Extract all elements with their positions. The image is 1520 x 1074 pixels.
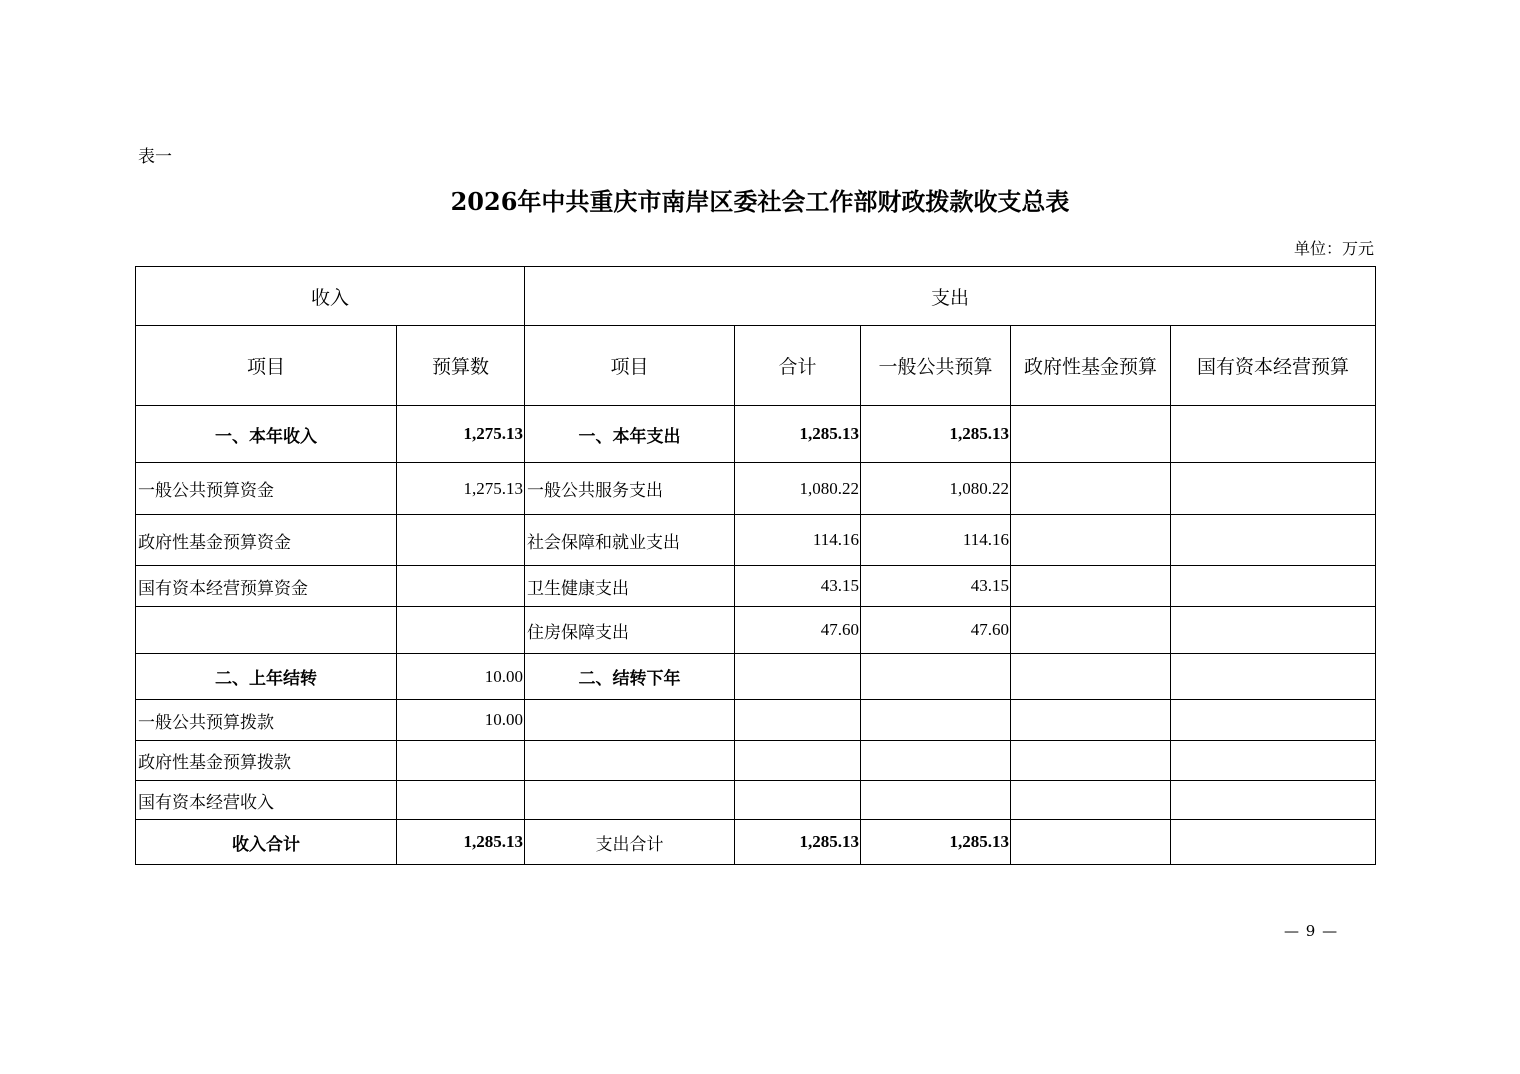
gov-fund-value: [1011, 820, 1171, 865]
expense-item: 卫生健康支出: [525, 566, 735, 607]
total-value: 1,080.22: [735, 463, 861, 515]
table-row: [136, 607, 1376, 654]
gov-fund-value: [1011, 463, 1171, 515]
col-gov-fund-budget: 政府性基金预算: [1011, 326, 1171, 406]
unit-label: 单位：万元: [1293, 239, 1374, 258]
gov-fund-value: [1011, 741, 1171, 781]
income-total-value: 1,285.13: [397, 820, 525, 865]
table-row: [136, 566, 1376, 607]
document-title: 2026年中共重庆市南岸区委社会工作部财政拨款收支总表: [450, 187, 1070, 216]
income-item: 国有资本经营收入: [136, 781, 397, 820]
gov-fund-value: [1011, 406, 1171, 463]
income-value: 1,275.13: [397, 463, 525, 515]
income-header: 收入: [136, 267, 525, 326]
general-value: 114.16: [861, 515, 1011, 566]
table-row: [136, 654, 1376, 700]
total-value: [735, 741, 861, 781]
income-value: [397, 781, 525, 820]
state-capital-value: [1171, 741, 1376, 781]
table-label: 表一: [138, 147, 172, 167]
table-row: [136, 781, 1376, 820]
income-item: 政府性基金预算拨款: [136, 741, 397, 781]
gov-fund-value: [1011, 781, 1171, 820]
income-item: 一般公共预算资金: [136, 463, 397, 515]
total-value: [735, 781, 861, 820]
expense-item: 一般公共服务支出: [525, 463, 735, 515]
table-row: [136, 463, 1376, 515]
income-item: 国有资本经营预算资金: [136, 566, 397, 607]
general-value: [861, 700, 1011, 741]
general-value: 47.60: [861, 607, 1011, 654]
expense-item: [525, 781, 735, 820]
state-capital-value: [1171, 607, 1376, 654]
state-capital-value: [1171, 654, 1376, 700]
total-value: [735, 700, 861, 741]
gov-fund-value: [1011, 700, 1171, 741]
income-item: 政府性基金预算资金: [136, 515, 397, 566]
income-value: [397, 741, 525, 781]
state-capital-value: [1171, 566, 1376, 607]
income-item: 一、本年收入: [136, 406, 397, 463]
gov-fund-value: [1011, 654, 1171, 700]
column-header-row: [136, 326, 1376, 406]
total-value: 114.16: [735, 515, 861, 566]
col-state-capital-budget: 国有资本经营预算: [1171, 326, 1376, 406]
col-income-item: 项目: [136, 326, 397, 406]
income-value: 1,275.13: [397, 406, 525, 463]
state-capital-value: [1171, 781, 1376, 820]
total-value: 43.15: [735, 566, 861, 607]
page-number: — 9 —: [1284, 922, 1339, 940]
income-total-label: 收入合计: [136, 820, 397, 865]
gov-fund-value: [1011, 515, 1171, 566]
expense-total-label: 支出合计: [525, 820, 735, 865]
table-row: [136, 741, 1376, 781]
general-value: 43.15: [861, 566, 1011, 607]
total-value: 1,285.13: [735, 820, 861, 865]
state-capital-value: [1171, 463, 1376, 515]
state-capital-value: [1171, 406, 1376, 463]
expense-item: 住房保障支出: [525, 607, 735, 654]
general-value: 1,285.13: [861, 406, 1011, 463]
general-value: [861, 654, 1011, 700]
expense-item: 二、结转下年: [525, 654, 735, 700]
general-value: 1,285.13: [861, 820, 1011, 865]
general-value: [861, 781, 1011, 820]
general-value: 1,080.22: [861, 463, 1011, 515]
state-capital-value: [1171, 700, 1376, 741]
gov-fund-value: [1011, 607, 1171, 654]
total-value: 1,285.13: [735, 406, 861, 463]
col-general-budget: 一般公共预算: [861, 326, 1011, 406]
income-value: 10.00: [397, 654, 525, 700]
income-value: 10.00: [397, 700, 525, 741]
general-value: [861, 741, 1011, 781]
col-total: 合计: [735, 326, 861, 406]
total-value: 47.60: [735, 607, 861, 654]
group-header-row: [136, 267, 1376, 326]
expense-item: 社会保障和就业支出: [525, 515, 735, 566]
totals-row: [136, 820, 1376, 865]
income-value: [397, 607, 525, 654]
table-row: [136, 406, 1376, 463]
expense-header: 支出: [525, 267, 1376, 326]
gov-fund-value: [1011, 566, 1171, 607]
col-income-budget: 预算数: [397, 326, 525, 406]
table-row: [136, 700, 1376, 741]
expense-item: [525, 741, 735, 781]
expense-item: 一、本年支出: [525, 406, 735, 463]
income-item: 一般公共预算拨款: [136, 700, 397, 741]
income-value: [397, 515, 525, 566]
table-row: [136, 515, 1376, 566]
income-item: [136, 607, 397, 654]
income-value: [397, 566, 525, 607]
income-item: 二、上年结转: [136, 654, 397, 700]
budget-summary-table: [135, 266, 1376, 865]
col-expense-item: 项目: [525, 326, 735, 406]
expense-item: [525, 700, 735, 741]
state-capital-value: [1171, 515, 1376, 566]
total-value: [735, 654, 861, 700]
state-capital-value: [1171, 820, 1376, 865]
